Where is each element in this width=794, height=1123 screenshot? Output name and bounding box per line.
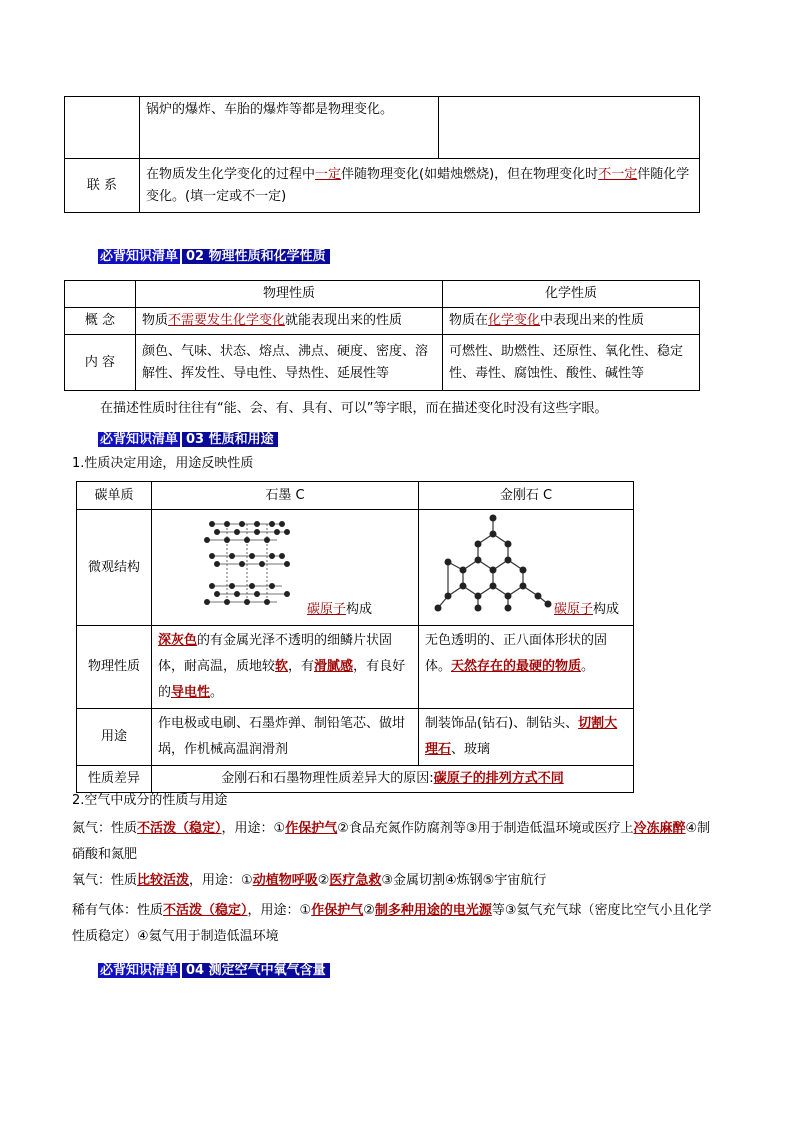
chemical-content: 可燃性、助燃性、还原性、氧化性、稳定性、毒性、腐蚀性、酸性、碱性等: [443, 335, 700, 391]
diamond-use: 制装饰品(钻石)、制钻头、切割大理石、玻璃: [419, 709, 634, 766]
carbon-label: 碳单质: [77, 482, 152, 510]
relation-text: 在物质发生化学变化的过程中一定伴随物理变化(如蜡烛燃烧)，但在物理变化时不一定伴随化学变化。(填一定或不一定): [140, 159, 700, 213]
physical-property-header: 物理性质: [136, 281, 443, 308]
physical-concept: 物质不需要发生化学变化就能表现出来的性质: [136, 308, 443, 335]
chemical-concept: 物质在化学变化中表现出来的性质: [443, 308, 700, 335]
empty-cell: [439, 97, 700, 159]
graphite-header: 石墨 C: [152, 482, 419, 510]
micro-structure-label: 微观结构: [77, 510, 152, 626]
empty-cell: [65, 281, 136, 308]
change-table: [64, 96, 700, 213]
content-label: 内 容: [65, 335, 136, 391]
graphite-physical: 深灰色的有金属光泽不透明的细鳞片状固体，耐高温，质地较软，有滑腻感，有良好的导电性。: [152, 626, 419, 709]
empty-cell: [65, 97, 140, 159]
physical-content: 颜色、气味、状态、熔点、沸点、硬度、密度、溶解性、挥发性、导电性、导热性、延展性等: [136, 335, 443, 391]
graphite-use: 作电极或电刷、石墨炸弹、制铅笔芯、做坩埚，作机械高温润滑剂: [152, 709, 419, 766]
physical-property-label: 物理性质: [77, 626, 152, 709]
chemical-property-header: 化学性质: [443, 281, 700, 308]
diamond-structure-cell: [419, 510, 634, 626]
physical-change-example: 锅炉的爆炸、车胎的爆炸等都是物理变化。: [140, 97, 439, 159]
property-table: [64, 280, 700, 391]
diamond-physical: 无色透明的、正八面体形状的固体。天然存在的最硬的物质。: [419, 626, 634, 709]
concept-label: 概 念: [65, 308, 136, 335]
diamond-structure-image: [433, 512, 553, 612]
subheading-1: 1.性质决定用途，用途反映性质: [72, 456, 254, 471]
subheading-2: 2.空气中成分的性质与用途: [72, 793, 228, 808]
use-label: 用途: [77, 709, 152, 766]
diamond-caption: 碳原子构成: [553, 602, 619, 617]
section-header-03: 必背知识清单 03 性质和用途: [98, 431, 278, 449]
section-header-02: 必背知识清单 02 物理性质和化学性质: [98, 248, 330, 266]
section-header-04: 必背知识清单 04 测定空气中氧气含量: [98, 962, 330, 980]
nitrogen-line: 氮气：性质不活泼（稳定），用途：①作保护气②食品充氮作防腐剂等③用于制造低温环境或医疗上冷冻麻醉④制硝酸和氮肥: [72, 821, 711, 862]
graphite-caption: 碳原子构成: [306, 602, 372, 617]
rare-gas-line: 稀有气体：性质不活泼（稳定），用途：①作保护气②制多种用途的电光源等③氦气充气球（密度比空气小且化学性质稳定）④氦气用于制造低温环境: [72, 903, 712, 944]
carbon-table: [76, 481, 634, 793]
relation-label: 联 系: [65, 159, 140, 213]
graphite-structure-cell: [152, 510, 419, 626]
diamond-header: 金刚石 C: [419, 482, 634, 510]
difference-label: 性质差异: [77, 766, 152, 793]
graphite-structure-image: [202, 516, 302, 612]
oxygen-line: 氧气：性质比较活泼，用途：①动植物呼吸②医疗急救③金属切割④炼钢⑤宇宙航行: [72, 873, 547, 888]
note-line: 在描述性质时往往有“能、会、有、具有、可以”等字眼，而在描述变化时没有这些字眼。: [100, 401, 608, 416]
difference-text: 金刚石和石墨物理性质差异大的原因:碳原子的排列方式不同: [152, 766, 634, 793]
